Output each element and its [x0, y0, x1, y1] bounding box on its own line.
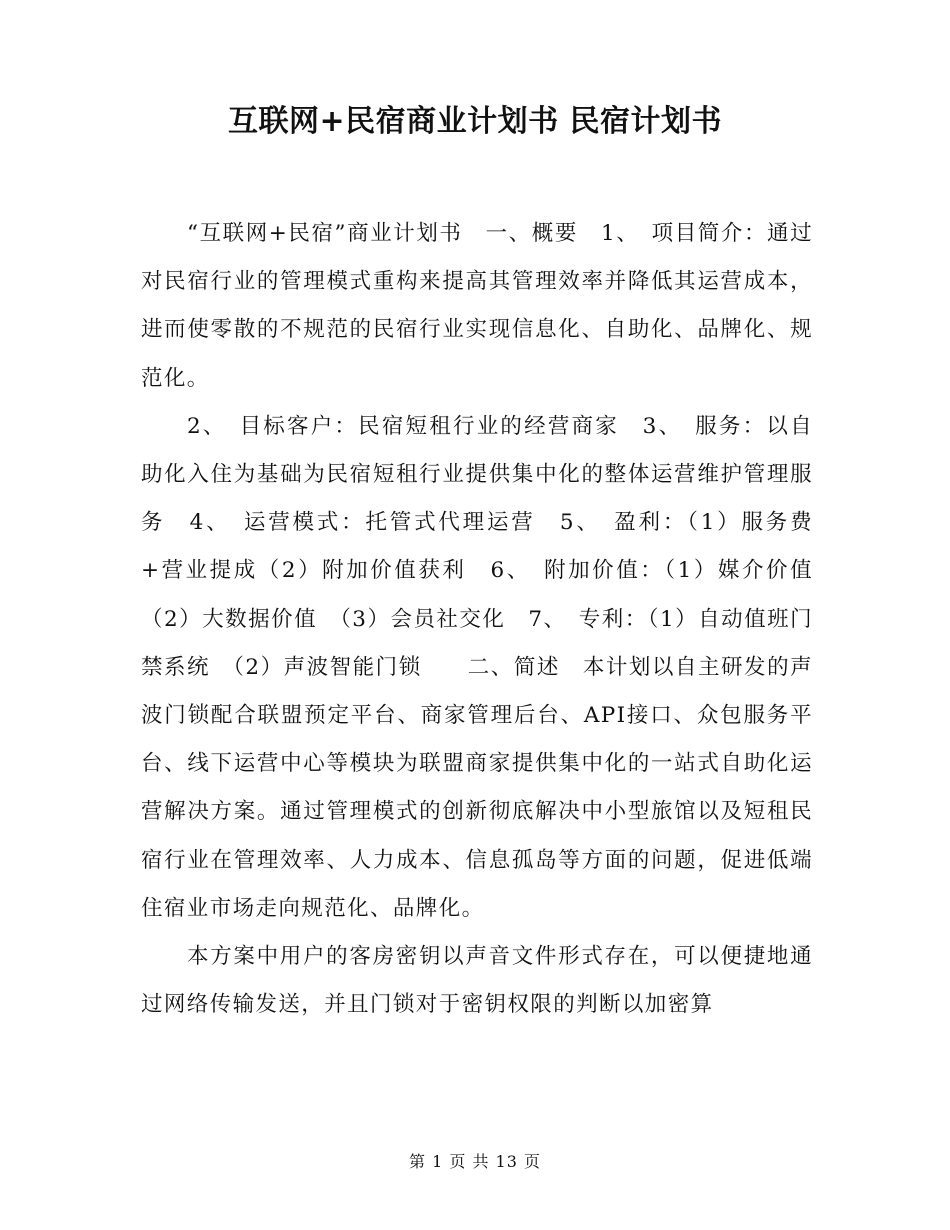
body-paragraph-3: 本方案中用户的客房密钥以声音文件形式存在，可以便捷地通过网络传输发送，并且门锁对于密钥权限的判断以加密算	[141, 944, 813, 1018]
document-title: 互联网+民宿商业计划书 民宿计划书	[227, 104, 723, 139]
document-body	[141, 210, 836, 1029]
body-paragraph-2: 2、 目标客户：民宿短租行业的经营商家 3、 服务：以自助化入住为基础为民宿短租行业提供集中化的整体运营维护管理服务 4、 运营模式：托管式代理运营 5、 盈利：（1）服务费+营业提成（2）附加价值获利 6、 附加价值：（1）媒介价值 （2）大数据价值 （3）会员社交化 7、 专利：（1）自动值班门禁系统 （2）声波智能门锁 二、简述 本计划以自主研发的声波门锁配合联盟预定平台、商家管理后台、API接口、众包服务平台、线下运营中心等模块为联盟商家提供集中化的一站式自助化运营解决方案。通过管理模式的创新彻底解决中小型旅馆以及短租民宿行业在管理效率、人力成本、信息孤岛等方面的问题，促进低端住宿业市场走向规范化、品牌化。	[141, 413, 836, 921]
page-footer: 第 1 页 共 13 页	[409, 1152, 541, 1171]
body-paragraph-1: “互联网+民宿”商业计划书 一、概要 1、 项目简介：通过对民宿行业的管理模式重构来提高其管理效率并降低其运营成本，进而使零散的不规范的民宿行业实现信息化、自助化、品牌化、规范化。	[141, 221, 813, 391]
